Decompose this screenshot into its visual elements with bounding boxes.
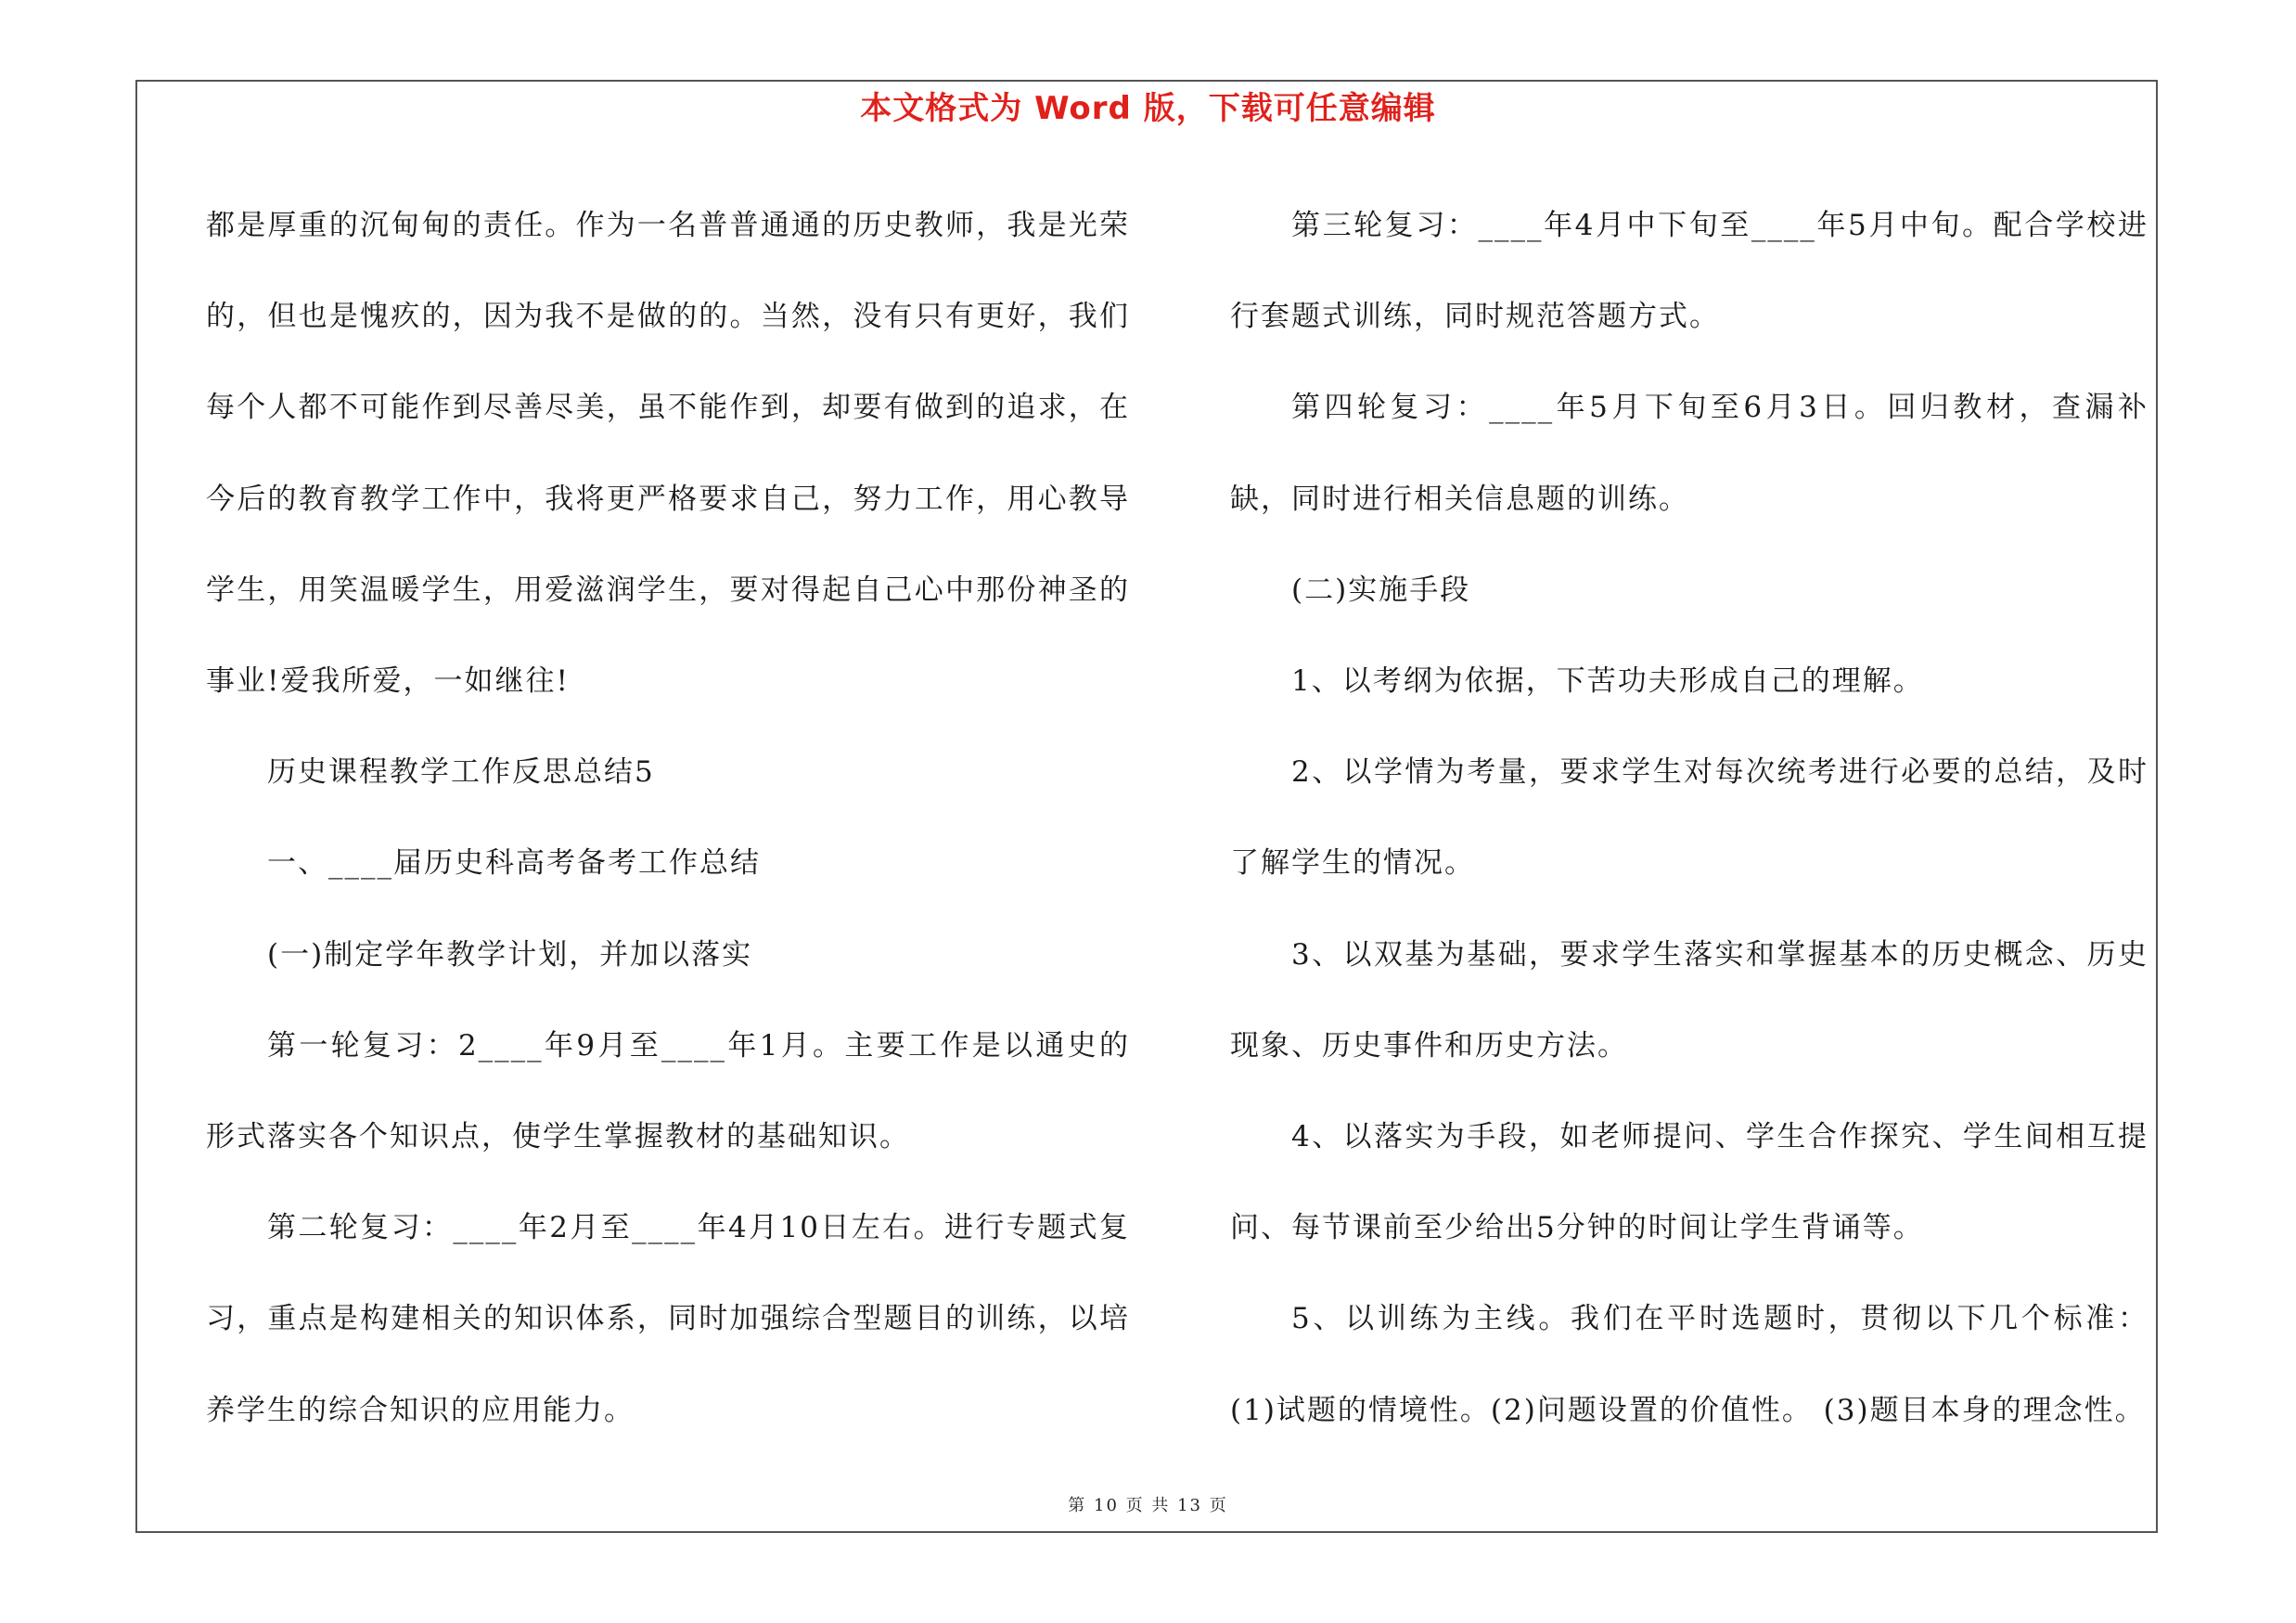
section-title: 历史课程教学工作反思总结5 [267, 755, 655, 790]
body-paragraph: 第三轮复习：____年4月中下旬至____年5月中旬。配合学校进行套题式训练，同时规范答题方式。 [1230, 209, 2148, 334]
list-item: 2、以学情为考量，要求学生对每次统考进行必要的总结，及时了解学生的情况。 [1230, 755, 2148, 881]
body-paragraph: 第二轮复习：____年2月至____年4月10日左右。进行专题式复习，重点是构建相关的知识体系，同时加强综合型题目的训练，以培养学生的综合知识的应用能力。 [206, 1211, 1130, 1427]
format-notice-banner: 本文格式为 Word 版，下载可任意编辑 [860, 90, 1436, 127]
subsection-heading: (一)制定学年教学计划，并加以落实 [267, 937, 753, 972]
subsection-heading: (二)实施手段 [1291, 573, 1471, 607]
list-item: 4、以落实为手段，如老师提问、学生合作探究、学生间相互提问、每节课前至少给出5分钟的时间让学生背诵等。 [1230, 1120, 2148, 1245]
list-item: 1、以考纲为依据，下苦功夫形成自己的理解。 [1291, 664, 1924, 699]
body-paragraph: 第一轮复习：2____年9月至____年1月。主要工作是以通史的形式落实各个知识点，使学生掌握教材的基础知识。 [206, 1028, 1130, 1154]
list-item: 3、以双基为基础，要求学生落实和掌握基本的历史概念、历史现象、历史事件和历史方法。 [1230, 937, 2148, 1063]
right-text-column [1230, 180, 2148, 1456]
section-heading: 一、____届历史科高考备考工作总结 [267, 846, 761, 881]
body-paragraph: 第四轮复习：____年5月下旬至6月3日。回归教材，查漏补缺，同时进行相关信息题的训练。 [1230, 391, 2148, 516]
left-text-column [206, 180, 1130, 1456]
page-number-footer: 第 10 页 共 13 页 [1068, 1496, 1228, 1515]
list-item: 5、以训练为主线。我们在平时选题时，贯彻以下几个标准：(1)试题的情境性。(2)问题设置的价值性。 (3)题目本身的理念性。 [1230, 1302, 2148, 1427]
body-paragraph: 都是厚重的沉甸甸的责任。作为一名普普通通的历史教师，我是光荣的，但也是愧疚的，因为我不是做的的。当然，没有只有更好，我们每个人都不可能作到尽善尽美，虽不能作到，却要有做到的追求，在今后的教育教学工作中，我将更严格要求自己，努力工作，用心教导学生，用笑温暖学生，用爱滋润学生，要对得起自己心中那份神圣的事业!爱我所爱，一如继往! [206, 209, 1130, 699]
